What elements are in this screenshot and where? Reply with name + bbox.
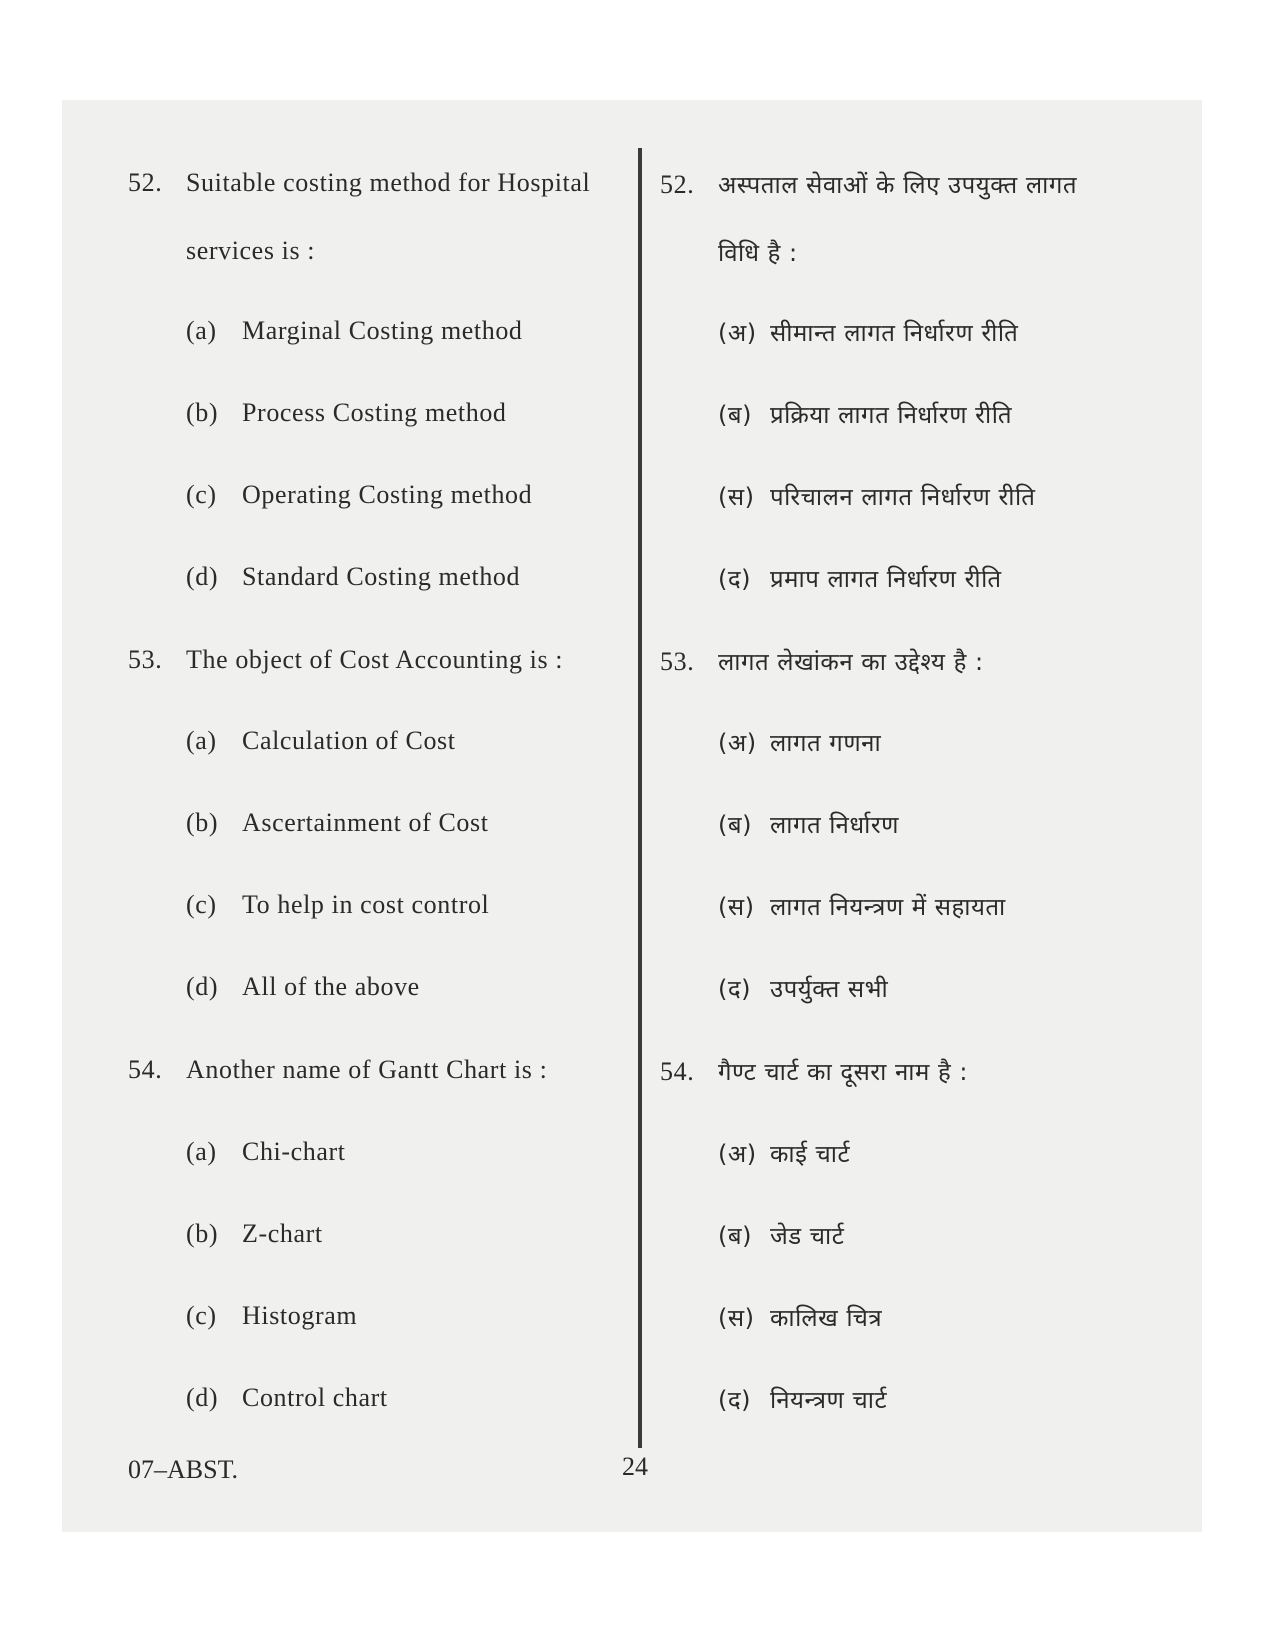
option-text: Control chart (242, 1383, 388, 1412)
option-c (718, 890, 1006, 923)
question-number: 53. (660, 647, 695, 676)
page-number: 24 (622, 1452, 648, 1481)
option-c (718, 1301, 882, 1334)
option-text: जेड चार्ट (770, 1222, 845, 1250)
option-d (186, 1383, 388, 1413)
option-label: (ब) (718, 401, 752, 429)
question-53-hi (660, 645, 984, 678)
option-b (186, 398, 507, 428)
option-label: (a) (186, 316, 217, 345)
option-label: (स) (718, 483, 755, 511)
option-c (186, 890, 489, 920)
question-52-en (128, 168, 590, 198)
option-d (186, 972, 420, 1002)
option-a (718, 316, 1018, 349)
question-52-hi (660, 168, 1077, 201)
option-label: (द) (718, 975, 751, 1003)
question-text: गैण्ट चार्ट का दूसरा नाम है : (718, 1058, 968, 1086)
option-text: लागत नियन्त्रण में सहायता (770, 893, 1006, 921)
option-text: Ascertainment of Cost (242, 808, 489, 837)
option-label: (b) (186, 1219, 219, 1248)
option-text: To help in cost control (242, 890, 490, 919)
question-53-en (128, 645, 563, 675)
option-label: (c) (186, 480, 217, 509)
option-a (186, 726, 456, 756)
question-54-en (128, 1055, 547, 1085)
option-b (718, 1219, 844, 1252)
option-label: (ब) (718, 1222, 752, 1250)
option-d (718, 972, 888, 1005)
option-b (186, 1219, 323, 1249)
option-label: (अ) (718, 319, 757, 347)
option-text: Z-chart (242, 1219, 323, 1248)
option-text: Standard Costing method (242, 562, 521, 591)
option-text: लागत गणना (770, 729, 882, 757)
option-text: काई चार्ट (770, 1140, 851, 1168)
question-number: 52. (660, 170, 695, 199)
option-text: प्रक्रिया लागत निर्धारण रीति (770, 401, 1013, 429)
question-number: 54. (660, 1057, 695, 1086)
option-label: (d) (186, 1383, 219, 1412)
option-a (718, 726, 881, 759)
option-label: (d) (186, 972, 219, 1001)
option-c (186, 1301, 357, 1331)
option-text: Calculation of Cost (242, 726, 456, 755)
option-b (718, 398, 1012, 431)
option-d (718, 562, 1002, 595)
question-number: 52. (128, 168, 163, 197)
option-label: (a) (186, 726, 217, 755)
option-c (186, 480, 532, 510)
option-text: उपर्युक्त सभी (770, 975, 889, 1003)
option-text: नियन्त्रण चार्ट (770, 1386, 888, 1414)
option-a (186, 1137, 346, 1167)
option-text: लागत निर्धारण (770, 811, 899, 839)
option-label: (b) (186, 808, 219, 837)
option-label: (स) (718, 893, 755, 921)
option-d (186, 562, 520, 592)
option-label: (a) (186, 1137, 217, 1166)
option-label: (अ) (718, 729, 757, 757)
option-d (718, 1383, 887, 1416)
question-text: The object of Cost Accounting is : (186, 645, 564, 674)
option-text: कालिख चित्र (770, 1304, 883, 1332)
question-54-hi (660, 1055, 968, 1088)
option-label: (ब) (718, 811, 752, 839)
option-label: (द) (718, 1386, 751, 1414)
question-52-en-line2: services is : (186, 236, 316, 265)
option-b (186, 808, 489, 838)
paper-code: 07–ABST. (128, 1455, 239, 1484)
question-number: 54. (128, 1055, 163, 1084)
question-52-hi-line2: विधि है : (718, 239, 798, 267)
option-label: (द) (718, 565, 751, 593)
option-label: (c) (186, 890, 217, 919)
question-text: लागत लेखांकन का उद्देश्य है : (718, 648, 984, 676)
question-number: 53. (128, 645, 163, 674)
option-c (718, 480, 1035, 513)
option-label: (c) (186, 1301, 217, 1330)
option-text: Chi-chart (242, 1137, 346, 1166)
question-text: Another name of Gantt Chart is : (186, 1055, 548, 1084)
option-text: Histogram (242, 1301, 358, 1330)
option-label: (स) (718, 1304, 755, 1332)
question-text: Suitable costing method for Hospital (186, 168, 591, 197)
option-text: Process Costing method (242, 398, 507, 427)
option-label: (अ) (718, 1140, 757, 1168)
option-text: परिचालन लागत निर्धारण रीति (770, 483, 1036, 511)
option-label: (d) (186, 562, 219, 591)
option-text: All of the above (242, 972, 420, 1001)
option-a (718, 1137, 850, 1170)
option-b (718, 808, 899, 841)
option-text: Marginal Costing method (242, 316, 523, 345)
option-label: (b) (186, 398, 219, 427)
column-divider (638, 148, 642, 1448)
option-text: प्रमाप लागत निर्धारण रीति (770, 565, 1002, 593)
option-text: सीमान्त लागत निर्धारण रीति (770, 319, 1019, 347)
option-text: Operating Costing method (242, 480, 533, 509)
option-a (186, 316, 523, 346)
question-text: अस्पताल सेवाओं के लिए उपयुक्त लागत (718, 171, 1078, 199)
